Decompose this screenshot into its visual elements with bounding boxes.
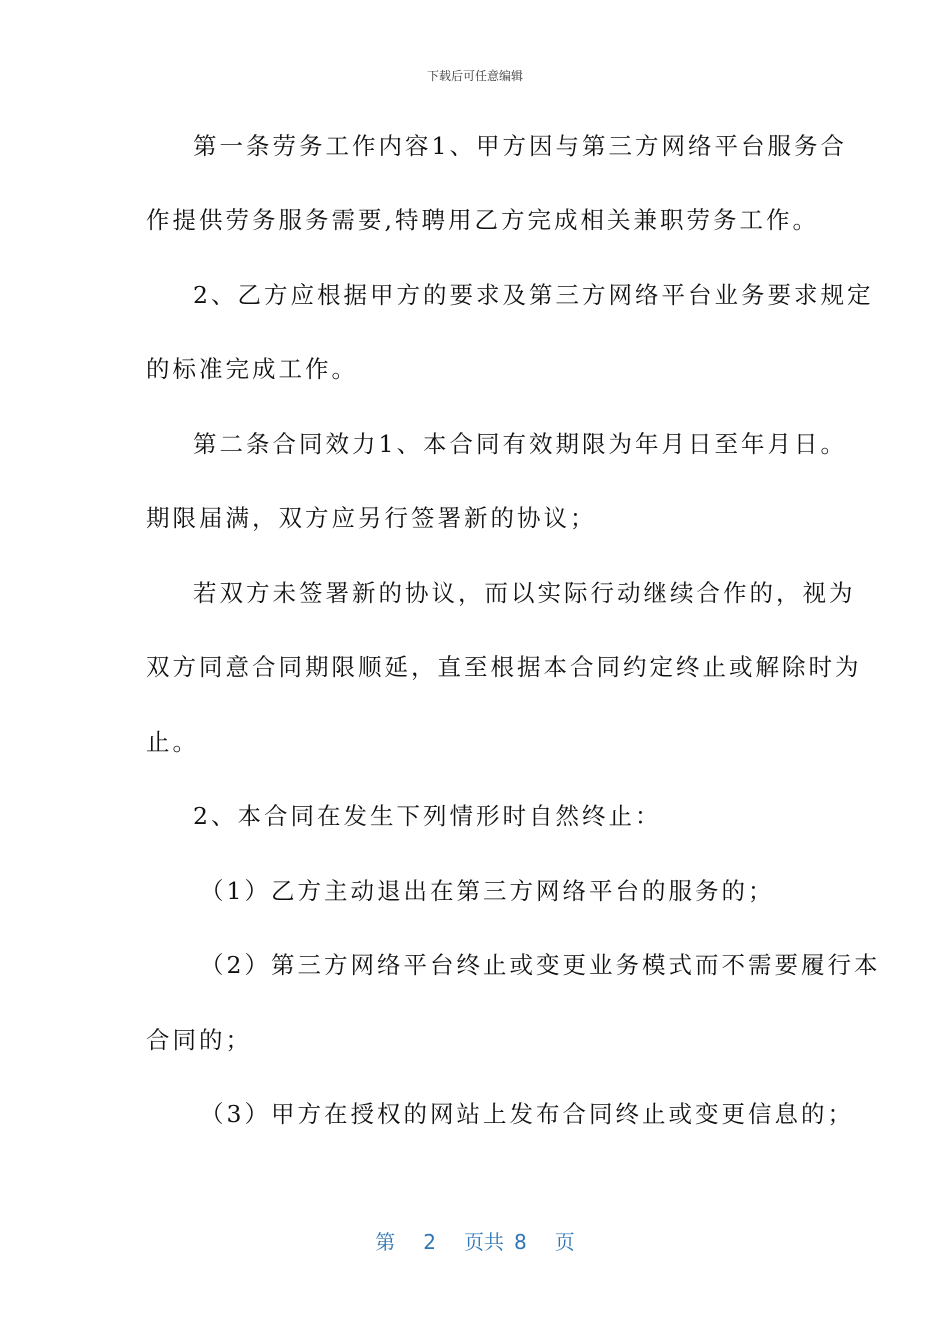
paragraph-line: 的标准完成工作。 bbox=[146, 355, 358, 383]
paragraph-line: （2）第三方网络平台终止或变更业务模式而不需要履行本 bbox=[200, 951, 881, 979]
header-note: 下载后可任意编辑 bbox=[426, 69, 523, 83]
paragraph-line: 合同的； bbox=[146, 1026, 252, 1054]
paragraph-line: （1）乙方主动退出在第三方网络平台的服务的； bbox=[200, 877, 775, 905]
paragraph-line: 作提供劳务服务需要,特聘用乙方完成相关兼职劳务工作。 bbox=[146, 206, 819, 234]
footer-total-pages: 8 bbox=[514, 1230, 527, 1254]
paragraph-line: 期限届满，双方应另行签署新的协议； bbox=[146, 504, 597, 532]
paragraph-line: 第二条合同效力1、本合同有效期限为年月日至年月日。 bbox=[193, 430, 847, 458]
paragraph-line: （3）甲方在授权的网站上发布合同终止或变更信息的； bbox=[200, 1100, 854, 1128]
page-footer bbox=[0, 1226, 950, 1255]
paragraph-line: 双方同意合同期限顺延，直至根据本合同约定终止或解除时为 bbox=[146, 653, 862, 681]
footer-label-of: 页共 bbox=[464, 1230, 504, 1254]
paragraph-line: 第一条劳务工作内容1、甲方因与第三方网络平台服务合 bbox=[193, 132, 847, 160]
paragraph-line: 若双方未签署新的协议，而以实际行动继续合作的，视为 bbox=[193, 579, 856, 607]
footer-label-page: 第 bbox=[375, 1230, 396, 1254]
paragraph-line: 2、乙方应根据甲方的要求及第三方网络平台业务要求规定 bbox=[193, 281, 874, 309]
footer-current-page: 2 bbox=[423, 1230, 436, 1254]
paragraph-line: 2、本合同在发生下列情形时自然终止： bbox=[193, 802, 662, 830]
paragraph-line: 止。 bbox=[146, 728, 199, 756]
footer-label-end: 页 bbox=[554, 1230, 575, 1254]
